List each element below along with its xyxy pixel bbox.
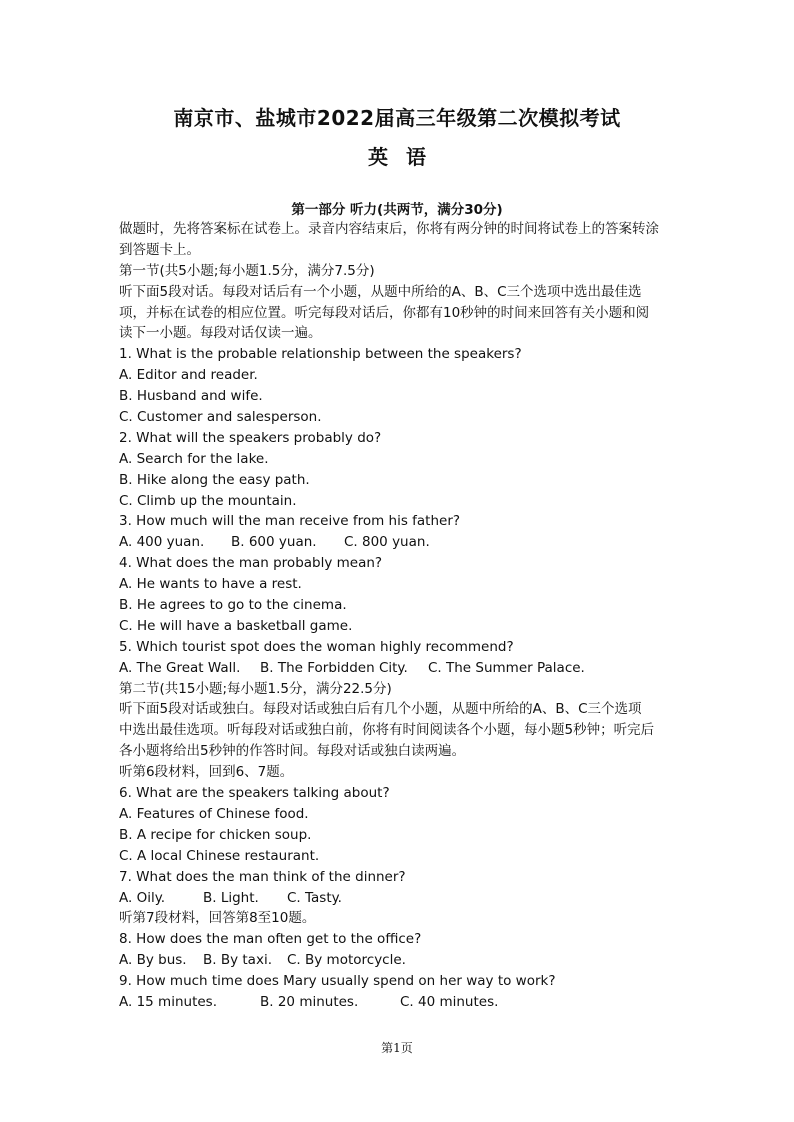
section2-instruction-line: 听下面5段对话或独白。每段对话或独白后有几个小题，从题中所给的A、B、C三个选项 bbox=[119, 701, 642, 718]
intro-line: 到答题卡上。 bbox=[119, 241, 200, 258]
question-stem: 5. Which tourist spot does the woman highly recommend? bbox=[119, 638, 514, 655]
option-c: C. 800 yuan. bbox=[344, 534, 430, 551]
section2-instruction-line: 各小题将给出5秒钟的作答时间。每段对话或独白读两遍。 bbox=[119, 743, 466, 760]
option-a: A. 400 yuan. bbox=[119, 534, 205, 551]
option-a: A. Search for the lake. bbox=[119, 450, 269, 467]
option-b: B. By taxi. bbox=[203, 952, 272, 969]
question-stem: 7. What does the man think of the dinner? bbox=[119, 868, 406, 885]
section1-instruction-line: 读下一小题。每段对话仅读一遍。 bbox=[119, 325, 322, 342]
option-c: C. Tasty. bbox=[287, 889, 342, 906]
option-a: A. Features of Chinese food. bbox=[119, 805, 309, 822]
option-a: A. 15 minutes. bbox=[119, 993, 217, 1010]
option-b: B. Husband and wife. bbox=[119, 388, 263, 405]
intro-line: 做题时，先将答案标在试卷上。录音内容结束后，你将有两分钟的时间将试卷上的答案转涂 bbox=[119, 221, 659, 237]
passage-note: 听第6段材料，回到6、7题。 bbox=[119, 764, 294, 781]
option-a: A. Editor and reader. bbox=[119, 367, 258, 384]
question-stem: 6. What are the speakers talking about? bbox=[119, 785, 390, 802]
question-stem: 3. How much will the man receive from his father? bbox=[119, 513, 461, 530]
option-b: B. 20 minutes. bbox=[260, 993, 359, 1010]
page-number: 第1页 bbox=[381, 1041, 413, 1055]
option-b: B. 600 yuan. bbox=[231, 534, 317, 551]
part1-title: 第一部分 听力(共两节，满分30分) bbox=[291, 202, 503, 218]
option-c: C. Customer and salesperson. bbox=[119, 409, 322, 426]
option-a: A. He wants to have a rest. bbox=[119, 576, 302, 593]
passage-note: 听第7段材料，回答第8至10题。 bbox=[119, 910, 316, 927]
option-c: C. 40 minutes. bbox=[400, 993, 499, 1010]
section1-heading: 第一节(共5小题;每小题1.5分，满分7.5分) bbox=[119, 262, 375, 279]
option-c: C. A local Chinese restaurant. bbox=[119, 847, 320, 864]
section2-heading: 第二节(共15小题;每小题1.5分，满分22.5分) bbox=[119, 680, 392, 697]
option-a: A. Oily. bbox=[119, 889, 166, 906]
section1-instruction-line: 项，并标在试卷的相应位置。听完每段对话后，你都有10秒钟的时间来回答有关小题和阅 bbox=[119, 304, 650, 321]
question-stem: 9. How much time does Mary usually spend on her way to work? bbox=[119, 973, 556, 990]
question-stem: 8. How does the man often get to the office? bbox=[119, 931, 422, 948]
options-row bbox=[119, 888, 679, 909]
question-stem: 2. What will the speakers probably do? bbox=[119, 429, 382, 446]
options-row bbox=[119, 950, 679, 971]
option-c: C. He will have a basketball game. bbox=[119, 617, 353, 634]
option-b: B. Hike along the easy path. bbox=[119, 471, 310, 488]
option-b: B. A recipe for chicken soup. bbox=[119, 826, 312, 843]
section1-instruction-line: 听下面5段对话。每段对话后有一个小题，从题中所给的A、B、C三个选项中选出最佳选 bbox=[119, 283, 642, 300]
exam-title: 南京市、盐城市2022届高三年级第二次模拟考试 bbox=[173, 106, 621, 130]
option-c: C. The Summer Palace. bbox=[428, 659, 585, 676]
section2-instruction-line: 中选出最佳选项。听每段对话或独白前，你将有时间阅读各个小题，每小题5秒钟；听完后 bbox=[119, 722, 655, 739]
option-b: B. He agrees to go to the cinema. bbox=[119, 597, 347, 614]
option-c: C. Climb up the mountain. bbox=[119, 492, 297, 509]
options-row bbox=[119, 532, 679, 553]
option-a: A. By bus. bbox=[119, 952, 187, 969]
question-stem: 4. What does the man probably mean? bbox=[119, 555, 383, 572]
options-row bbox=[119, 658, 679, 679]
exam-subject: 英语 bbox=[368, 145, 444, 169]
option-a: A. The Great Wall. bbox=[119, 659, 241, 676]
question-stem: 1. What is the probable relationship between the speakers? bbox=[119, 346, 522, 363]
option-b: B. Light. bbox=[203, 889, 259, 906]
options-row bbox=[119, 992, 679, 1013]
option-b: B. The Forbidden City. bbox=[260, 659, 408, 676]
exam-body bbox=[119, 219, 679, 1013]
option-c: C. By motorcycle. bbox=[287, 952, 406, 969]
